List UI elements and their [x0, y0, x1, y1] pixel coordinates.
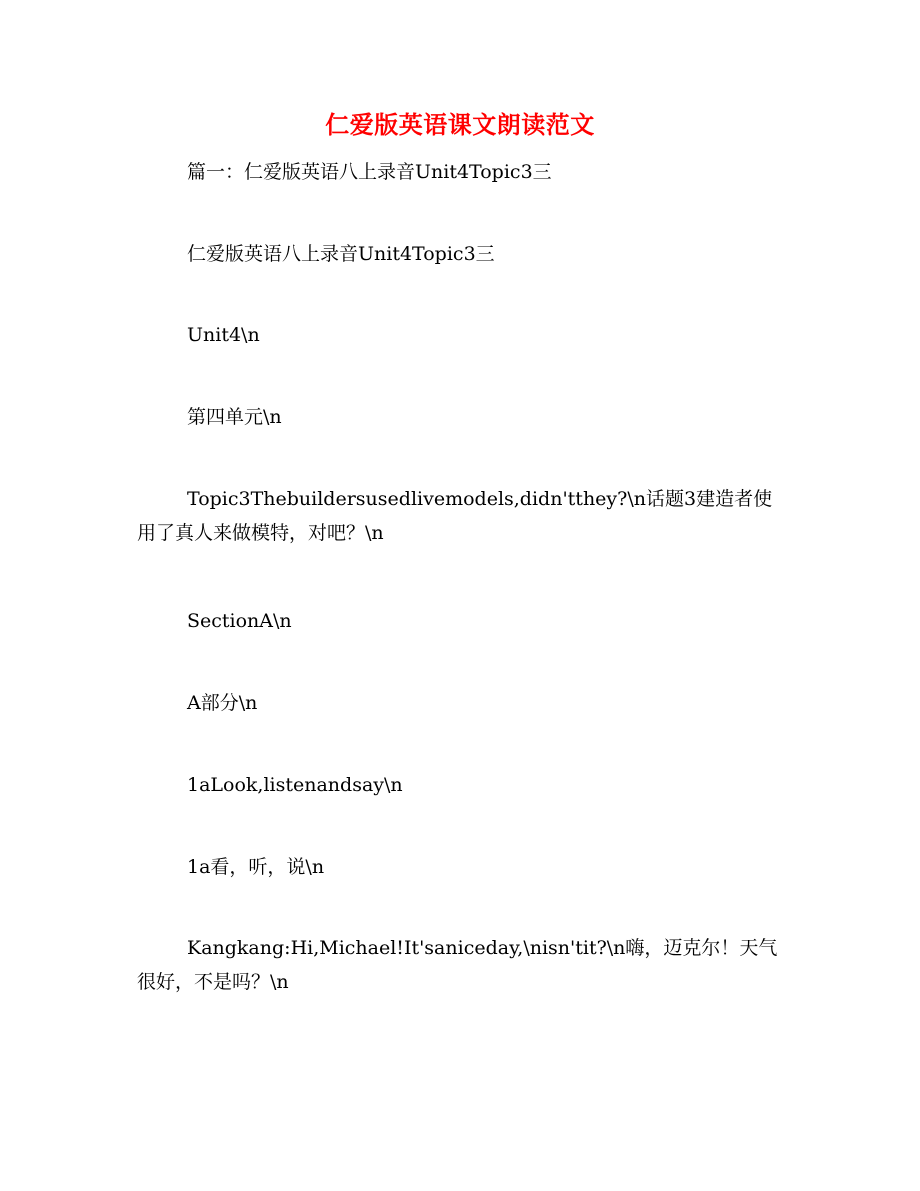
paragraph-2: 仁爱版英语八上录音Unit4Topic3三	[187, 243, 495, 265]
paragraph-7: A部分\n	[187, 692, 258, 714]
document-title: 仁爱版英语课文朗读范文	[325, 110, 595, 139]
paragraph-4: 第四单元\n	[187, 406, 282, 428]
paragraph-5: Topic3Thebuildersusedlivemodels,didn'tthey?\n话题3建造者使用了真人来做模特，对吧？\n	[137, 488, 773, 544]
paragraph-10: Kangkang:Hi,Michael!It'saniceday,\nisn'tit?\n嗨，迈克尔！天气很好，不是吗？\n	[137, 937, 778, 993]
paragraph-8: 1aLook,listenandsay\n	[187, 774, 403, 796]
paragraph-1: 篇一：仁爱版英语八上录音Unit4Topic3三	[187, 161, 552, 183]
paragraph-6: SectionA\n	[187, 610, 292, 632]
paragraph-3: Unit4\n	[187, 324, 260, 346]
paragraph-9: 1a看，听，说\n	[187, 856, 325, 878]
